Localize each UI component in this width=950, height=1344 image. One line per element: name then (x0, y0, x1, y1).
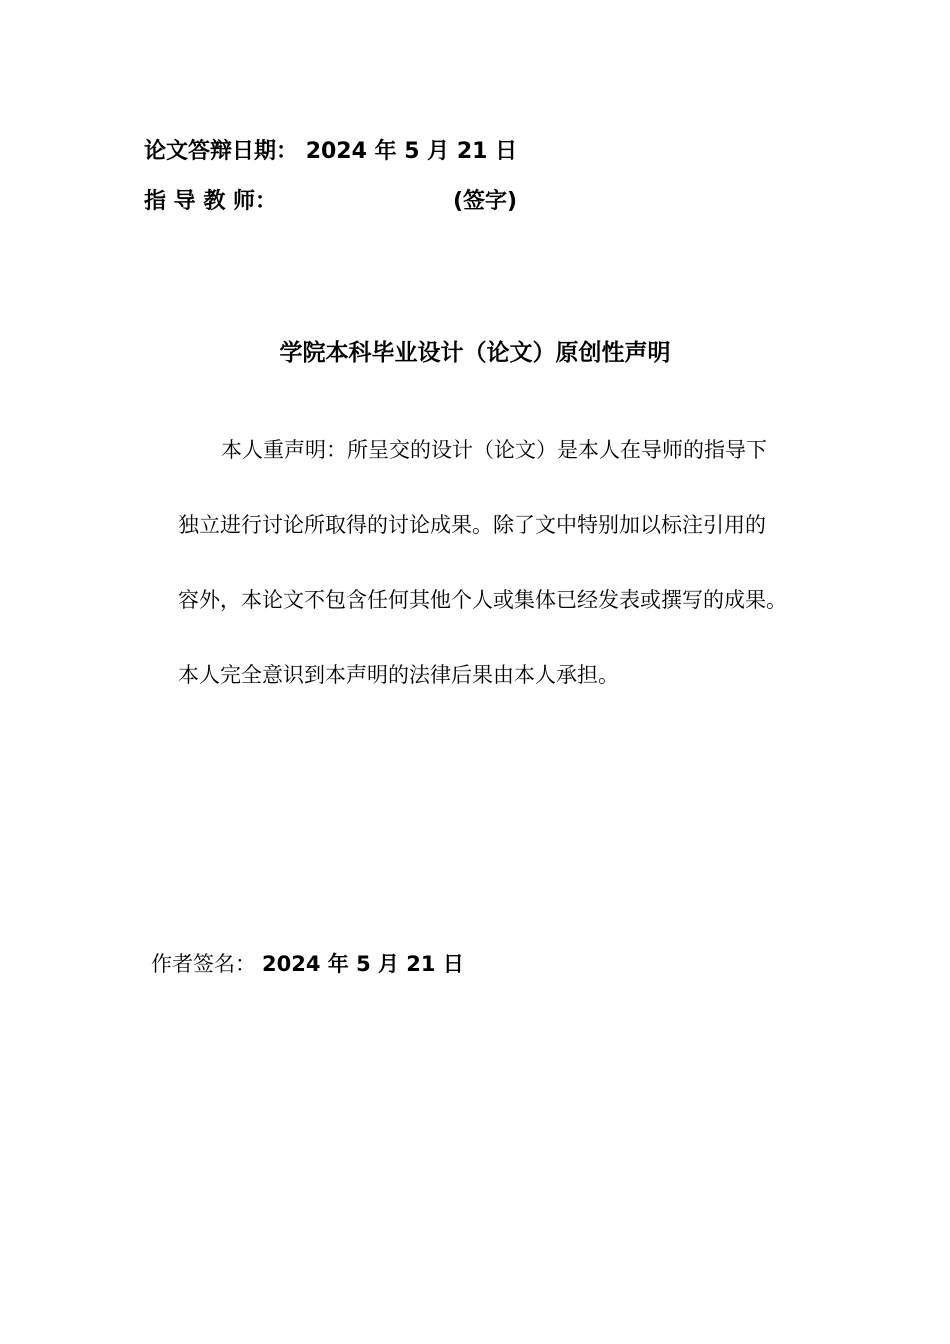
author-signature-line (151, 948, 464, 978)
advisor-label: 指 导 教 师： (144, 189, 277, 214)
defense-date-value: 2024 年 5 月 21 日 (305, 139, 518, 164)
defense-date-label: 论文答辩日期： (144, 139, 299, 164)
advisor-sign-hint: (签字) (452, 189, 518, 214)
declaration-line-4: 本人完全意识到本声明的法律后果由本人承担。 (178, 663, 619, 687)
advisor-line (144, 184, 517, 215)
declaration-line-3: 容外，本论文不包含任何其他个人或集体已经发表或撰写的成果。 (178, 588, 787, 612)
declaration-title: 学院本科毕业设计（论文）原创性声明 (279, 340, 671, 366)
defense-date-line (144, 134, 517, 165)
author-signature-label: 作者签名： (151, 952, 256, 976)
declaration-line-1: 本人重声明：所呈交的设计（论文）是本人在导师的指导下 (221, 438, 767, 462)
declaration-line-2: 独立进行讨论所取得的讨论成果。除了文中特别加以标注引用的 (178, 513, 766, 537)
author-signature-date: 2024 年 5 月 21 日 (262, 952, 464, 976)
